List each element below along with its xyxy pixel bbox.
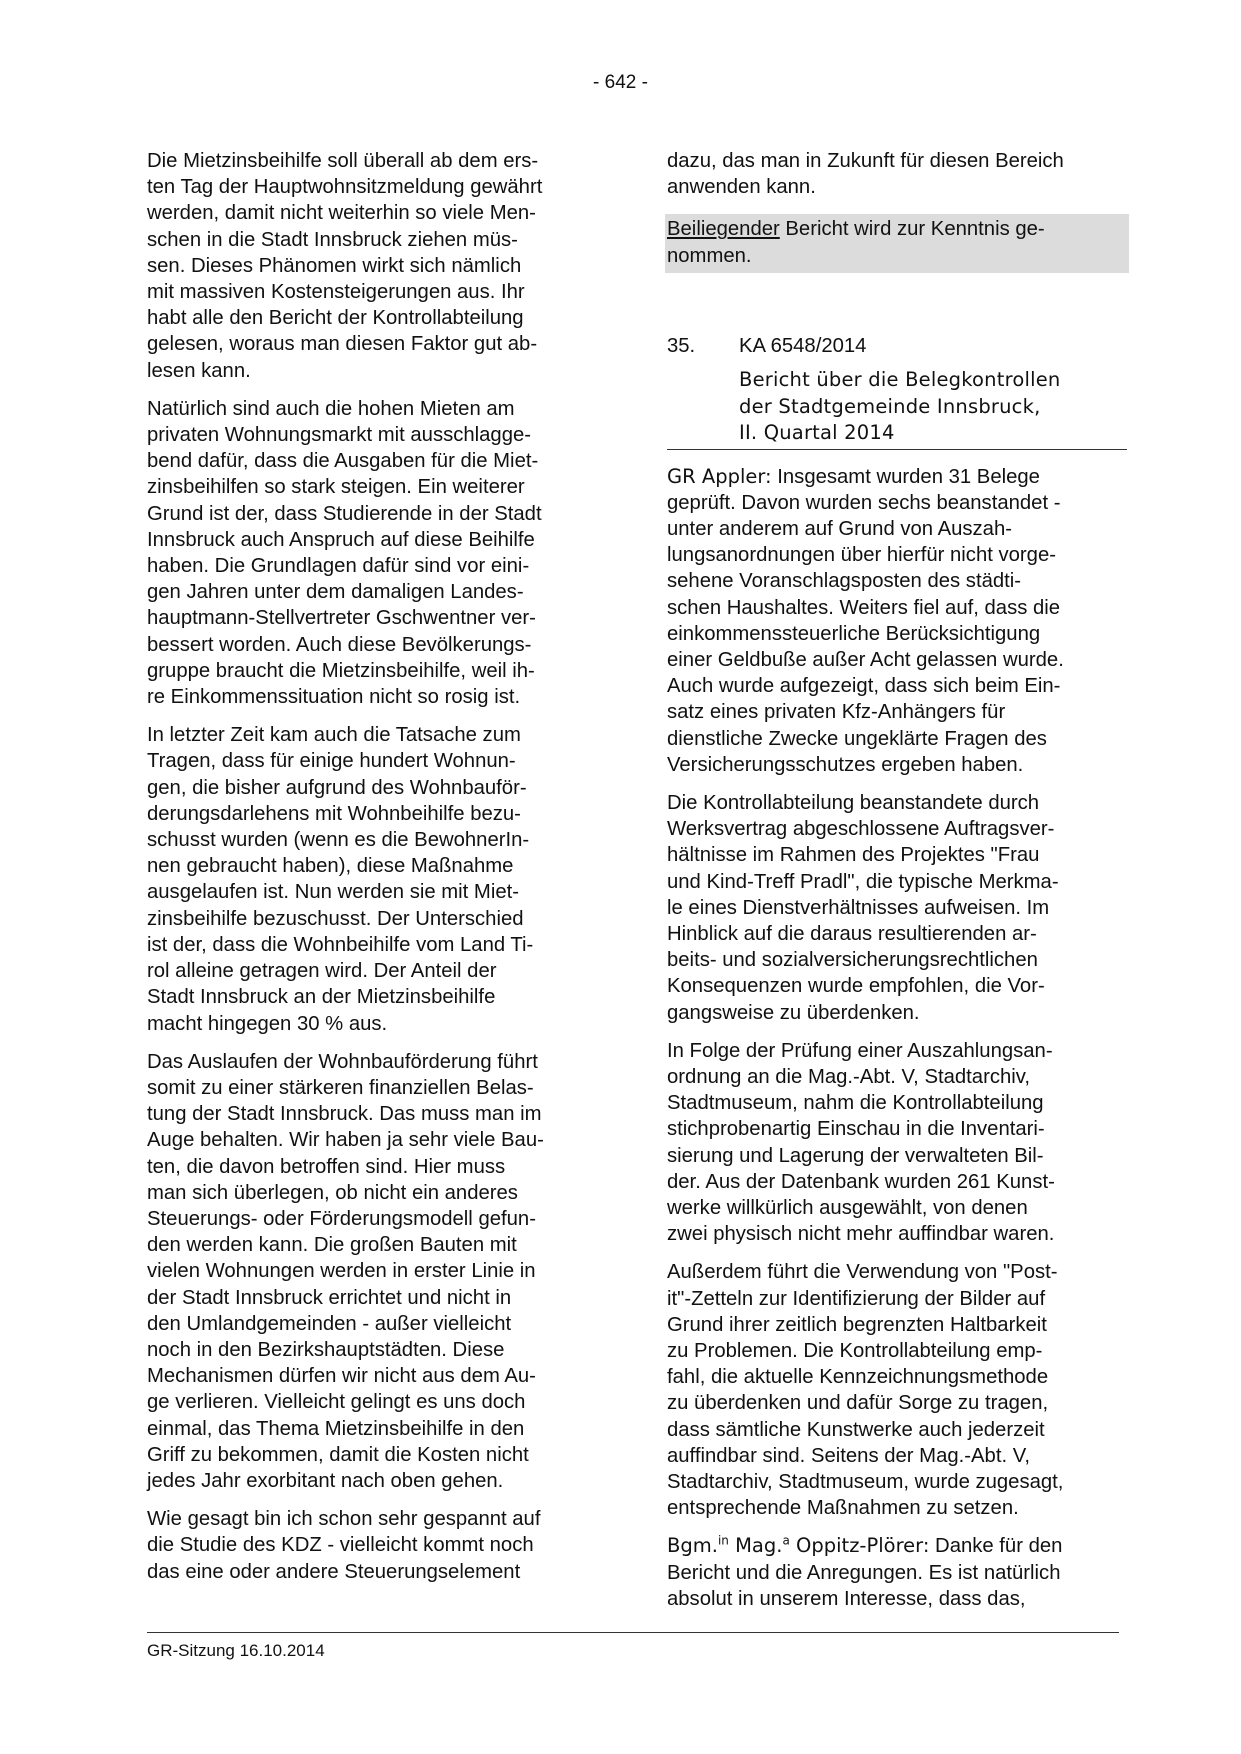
text-line: werke willkürlich ausgewählt, von denen: [667, 1197, 1028, 1219]
text-line: ist der, dass die Wohnbeihilfe vom Land Ti-: [147, 933, 534, 956]
text-line: Mechanismen dürfen wir nicht aus dem Au-: [147, 1365, 536, 1388]
text-line: absolut in unserem Interesse, dass das,: [667, 1587, 1026, 1610]
text-line: gelesen, woraus man diesen Faktor gut ab-: [147, 333, 538, 356]
text-line: auffindbar sind. Seitens der Mag.-Abt. V,: [667, 1444, 1031, 1467]
text-line: anwenden kann.: [667, 176, 816, 199]
text-line: gen, die bisher aufgrund des Wohnbauför-: [147, 776, 527, 799]
text-line: einer Geldbuße außer Acht gelassen wurde.: [667, 648, 1064, 671]
text-line: ten, die davon betroffen sind. Hier muss: [147, 1155, 506, 1178]
text-line: derungsdarlehens mit Wohnbeihilfe bezu-: [147, 802, 521, 825]
text-line: gangsweise zu überdenken.: [667, 1001, 920, 1024]
page-number: - 642 -: [593, 72, 648, 93]
text-line: rol alleine getragen wird. Der Anteil der: [147, 960, 497, 983]
text-line: einmal, das Thema Mietzinsbeihilfe in den: [147, 1417, 525, 1440]
body-paragraph: [667, 1038, 1127, 1248]
text-line: Die Mietzinsbeihilfe soll überall ab dem ers-: [147, 150, 539, 172]
text-line: noch in den Bezirkshauptstädten. Diese: [147, 1338, 505, 1361]
text-line: Stadt Innsbruck an der Mietzinsbeihilfe: [147, 986, 496, 1009]
speaker-name: GR Appler:: [667, 464, 772, 488]
text-line: macht hingegen 30 % aus.: [147, 1012, 388, 1035]
text-line: privaten Wohnungsmarkt mit ausschlagge-: [147, 424, 532, 447]
text-line: hauptmann-Stellvertreter Gschwentner ver-: [147, 607, 536, 630]
text-line: zu Problemen. Die Kontrollabteilung emp-: [667, 1340, 1043, 1363]
text-line: beits- und sozialversicherungsrechtlichen: [667, 949, 1038, 972]
mayor-paragraph: Bgm.$^{in}$ Mag.$^a$ Oppitz-Plörer: Danke für den Bericht und die Anregungen. Es ist natürlich absolut in unserem Interesse, dass das,: [667, 1533, 1127, 1612]
resolution-underlined: Beiliegender: [667, 218, 780, 241]
text-line: zwei physisch nicht mehr auffindbar waren.: [667, 1223, 1055, 1246]
body-paragraph: [147, 148, 607, 384]
text-line: schen in die Stadt Innsbruck ziehen müs-: [147, 228, 518, 251]
agenda-item-title: Bericht über die Belegkontrollen der Stadtgemeinde Innsbruck, II. Quartal 2014: [739, 368, 1061, 445]
body-paragraph: [147, 1506, 607, 1585]
resolution-text: Bericht wird zur Kenntnis ge-: [779, 218, 1045, 241]
text-line: geprüft. Davon wurden sechs beanstandet -: [667, 491, 1061, 514]
continuation-paragraph: [667, 148, 1127, 200]
text-line: In Folge der Prüfung einer Auszahlungsan-: [667, 1039, 1053, 1062]
section-divider: [667, 449, 1127, 450]
text-line: Stadtmuseum, nahm die Kontrollabteilung: [667, 1092, 1044, 1115]
text-line: re Einkommenssituation nicht so rosig ist.: [147, 686, 521, 709]
body-paragraph: [147, 1049, 607, 1494]
text-line: jedes Jahr exorbitant nach oben gehen.: [147, 1469, 504, 1492]
text-line: zu überdenken und dafür Sorge zu tragen,: [667, 1392, 1049, 1415]
left-column: [147, 148, 607, 1597]
text-line: stichprobenartig Einschau in die Inventari-: [667, 1118, 1045, 1141]
text-line: ge verlieren. Vielleicht gelingt es uns doch: [147, 1391, 526, 1414]
text-line: vielen Wohnungen werden in erster Linie in: [147, 1260, 536, 1283]
text-line: Grund ihrer zeitlich begrenzten Haltbarkeit: [667, 1313, 1047, 1336]
text-line: den Umlandgemeinden - außer vielleicht: [147, 1312, 512, 1335]
text-line: zinsbeihilfen so stark steigen. Ein weiterer: [147, 476, 525, 499]
text-line: Stadtarchiv, Stadtmuseum, wurde zugesagt,: [667, 1471, 1064, 1494]
text-line: Das Auslaufen der Wohnbauförderung führt: [147, 1050, 538, 1073]
text-line: schusst wurden (wenn es die BewohnerIn-: [147, 829, 530, 852]
resolution-box: [665, 214, 1129, 272]
text-line: lesen kann.: [147, 359, 251, 382]
text-line: nen gebraucht haben), diese Maßnahme: [147, 855, 514, 878]
text-line: das eine oder andere Steuerungselement: [147, 1560, 521, 1583]
text-line: In letzter Zeit kam auch die Tatsache zum: [147, 724, 521, 747]
text-line: sierung und Lagerung der verwalteten Bil-: [667, 1144, 1044, 1167]
body-paragraph: [147, 722, 607, 1036]
text-line: hältnisse im Rahmen des Projektes "Frau: [667, 844, 1040, 867]
footer-divider: [147, 1632, 1119, 1633]
text-line: haben. Die Grundlagen dafür sind vor eini-: [147, 555, 530, 578]
text-line: ausgelaufen ist. Nun werden sie mit Miet-: [147, 881, 519, 904]
text-line: Werksvertrag abgeschlossene Auftragsver-: [667, 818, 1055, 841]
text-line: dienstliche Zwecke ungeklärte Fragen des: [667, 727, 1047, 750]
text-line: entsprechende Maßnahmen zu setzen.: [667, 1497, 1019, 1520]
text-line: gruppe braucht die Mietzinsbeihilfe, weil ih-: [147, 659, 535, 682]
text-line: und Kind-Treff Pradl", die typische Merkma-: [667, 870, 1059, 893]
text-line: Konsequenzen wurde empfohlen, die Vor-: [667, 975, 1045, 998]
appler-paragraph: GR Appler: Insgesamt wurden 31 Belege geprüft. Davon wurden sechs beanstandet - unter anderem auf Grund von Auszah- lungsanordnungen über hierfür nicht vorge- sehene Voranschlagsposten des städti- schen Haushaltes. Weiters fiel auf, dass die einkommenssteuerliche Berücksichtigung einer Geldbuße außer Acht gelassen wurde. Auch wurde aufgezeigt, dass sich beim Ein- satz eines privaten Kfz-Anhängers für dienstliche Zwecke ungeklärte Fragen des Versicherungsschutzes ergeben haben.: [667, 464, 1127, 778]
text-line: gen Jahren unter dem damaligen Landes-: [147, 581, 524, 604]
text-line: Steuerungs- oder Förderungsmodell gefun-: [147, 1207, 536, 1230]
text-line: einkommenssteuerliche Berücksichtigung: [667, 622, 1041, 645]
text-line: zinsbeihilfe bezuschusst. Der Unterschied: [147, 907, 524, 930]
text-line: der Stadt Innsbruck errichtet und nicht in: [147, 1286, 512, 1309]
text-line: Bericht und die Anregungen. Es ist natürlich: [667, 1561, 1061, 1584]
text-line: Natürlich sind auch die hohen Mieten am: [147, 397, 515, 420]
text-line: satz eines privaten Kfz-Anhängers für: [667, 701, 1006, 724]
text-line: it"-Zetteln zur Identifizierung der Bilder auf: [667, 1287, 1046, 1310]
right-column: [667, 148, 1127, 1624]
text-line: Innsbruck auch Anspruch auf diese Beihilfe: [147, 528, 535, 551]
text-line: tung der Stadt Innsbruck. Das muss man im: [147, 1103, 542, 1126]
agenda-item-reference: KA 6548/2014: [739, 334, 867, 357]
agenda-item-number: 35.: [667, 334, 696, 357]
text-line: Grund ist der, dass Studierende in der Stadt: [147, 502, 542, 525]
text-line: lungsanordnungen über hierfür nicht vorge-: [667, 544, 1056, 567]
text-line: man sich überlegen, ob nicht ein anderes: [147, 1181, 518, 1204]
text-line: mit massiven Kostensteigerungen aus. Ihr: [147, 281, 525, 304]
speaker-name: Bgm.$^{in}$ Mag.$^a$ Oppitz-Plörer:: [667, 1533, 930, 1558]
text-line: werden, damit nicht weiterhin so viele Men-: [147, 202, 536, 225]
text-line: Hinblick auf die daraus resultierenden ar-: [667, 922, 1037, 945]
text-line: Auch wurde aufgezeigt, dass sich beim Ein-: [667, 675, 1061, 698]
text-line: ordnung an die Mag.-Abt. V, Stadtarchiv,: [667, 1065, 1031, 1088]
text-line: habt alle den Bericht der Kontrollabteilung: [147, 307, 524, 330]
text-line: Tragen, dass für einige hundert Wohnun-: [147, 750, 516, 773]
text-line: den werden kann. Die großen Bauten mit: [147, 1234, 517, 1257]
text-line: Wie gesagt bin ich schon sehr gespannt auf: [147, 1508, 541, 1531]
text-line: die Studie des KDZ - vielleicht kommt noch: [147, 1534, 534, 1557]
text-line: Die Kontrollabteilung beanstandete durch: [667, 791, 1040, 814]
text-line: bessert worden. Auch diese Bevölkerungs-: [147, 633, 532, 656]
text-line: der. Aus der Datenbank wurden 261 Kunst-: [667, 1170, 1055, 1193]
text-line: sehene Voranschlagsposten des städti-: [667, 570, 1022, 593]
text-line: somit zu einer stärkeren finanziellen Belas-: [147, 1076, 534, 1099]
text-line: fahl, die aktuelle Kennzeichnungsmethode: [667, 1366, 1049, 1389]
text-line: dass sämtliche Kunstwerke auch jederzeit: [667, 1418, 1045, 1441]
text-line: schen Haushaltes. Weiters fiel auf, dass die: [667, 596, 1061, 619]
body-paragraph: [147, 396, 607, 710]
text-line: Auge behalten. Wir haben ja sehr viele Bau-: [147, 1129, 544, 1152]
text-line: unter anderem auf Grund von Auszah-: [667, 517, 1012, 540]
resolution-text: nommen.: [667, 244, 752, 267]
body-paragraph: [667, 790, 1127, 1026]
text-line: ten Tag der Hauptwohnsitzmeldung gewährt: [147, 176, 543, 199]
text-line: dazu, das man in Zukunft für diesen Bereich: [667, 150, 1064, 172]
text-line: bend dafür, dass die Ausgaben für die Miet-: [147, 450, 539, 473]
body-paragraph: [667, 1259, 1127, 1521]
text-line: Griff zu bekommen, damit die Kosten nicht: [147, 1443, 529, 1466]
text-line: le eines Dienstverhältnisses aufweisen. Im: [667, 896, 1050, 919]
text-line: sen. Dieses Phänomen wirkt sich nämlich: [147, 254, 522, 277]
footer-text: GR-Sitzung 16.10.2014: [147, 1641, 325, 1660]
text-line: Außerdem führt die Verwendung von "Post-: [667, 1261, 1058, 1284]
agenda-item: [667, 333, 1127, 447]
text-line: Versicherungsschutzes ergeben haben.: [667, 753, 1024, 776]
